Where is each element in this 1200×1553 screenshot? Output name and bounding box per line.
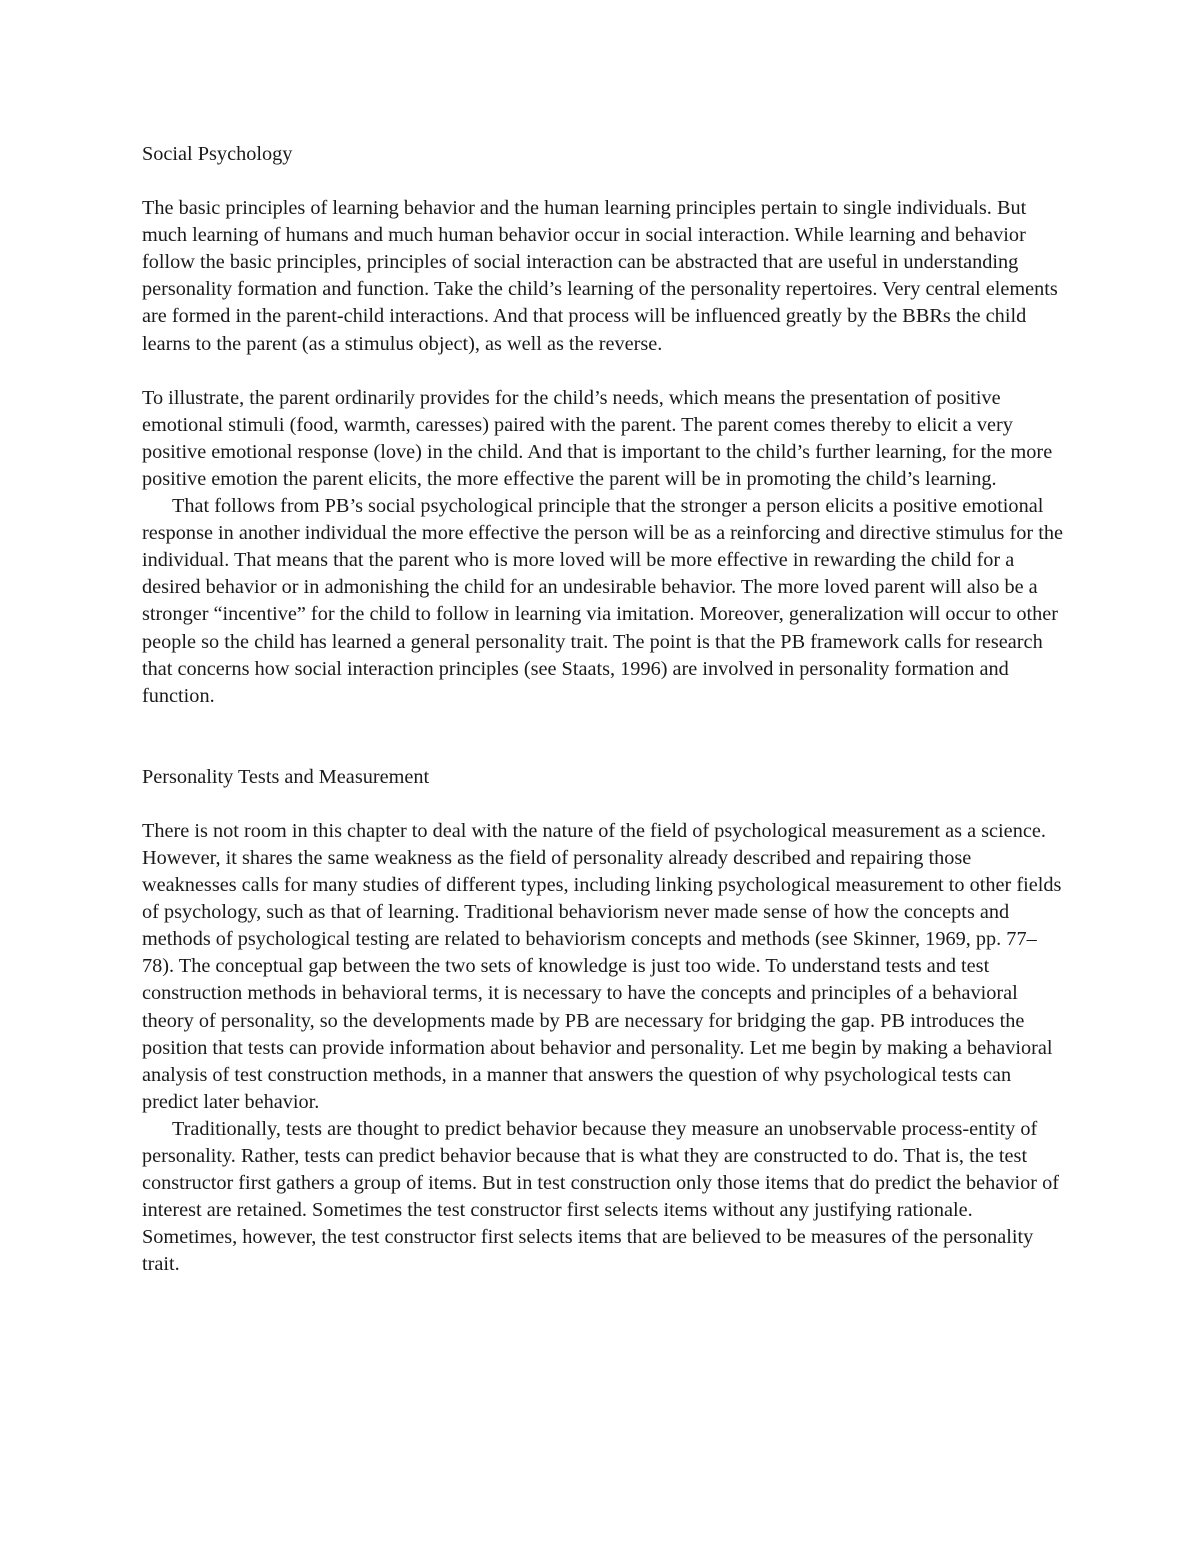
paragraph-social-3: That follows from PB’s social psychological principle that the stronger a person elicits a positive emotional response in another individual the more effective the person will be as a reinforcing and directive stimulus for the individual. That means that the parent who is more loved will be more effective in rewarding the child for a desired behavior or in admonishing the child for an undesirable behavior. The more loved parent will also be a stronger “incentive” for the child to follow in learning via imitation. Moreover, generalization will occur to other people so the child has learned a general personality trait. The point is that the PB framework calls for research that concerns how social interaction principles (see Staats, 1996) are involved in personality formation and function. [142,495,1064,707]
paragraph-social-1: The basic principles of learning behavior and the human learning principles pertain to single individuals. But much learning of humans and much human behavior occur in social interaction. While learning and behavior follow the basic principles, principles of social interaction can be abstracted that are useful in understanding personality formation and function. Take the child’s learning of the personality repertoires. Very central elements are formed in the parent-child interactions. And that process will be influenced greatly by the BBRs the child learns to the parent (as a stimulus object), as well as the reverse. [142,197,1058,355]
spacer [142,710,1064,764]
spacer [142,168,1064,195]
section-heading-social-psychology: Social Psychology [142,143,293,165]
spacer [142,358,1064,385]
paragraph-tests-2: Traditionally, tests are thought to predict behavior because they measure an unobservable process-entity of personality. Rather, tests can predict behavior because that is what they are constructed to do. That is, the test constructor first gathers a group of items. But in test construction only those items that do predict the behavior of interest are retained. Sometimes the test constructor first selects items without any justifying rationale. Sometimes, however, the test constructor first selects items that are believed to be measures of the personality trait. [142,1117,1059,1276]
spacer [142,791,1064,818]
document-page [142,141,1064,1278]
paragraph-social-2: To illustrate, the parent ordinarily provides for the child’s needs, which means the presentation of positive emotional stimuli (food, warmth, caresses) paired with the parent. The parent comes thereby to elicit a very positive emotional response (love) in the child. And that is important to the child’s further learning, for the more positive emotion the parent elicits, the more effective the parent will be in promoting the child’s learning. [142,386,1053,490]
paragraph-tests-1: There is not room in this chapter to deal with the nature of the field of psychological measurement as a science. However, it shares the same weakness as the field of personality already described and repairing those weaknesses calls for many studies of different types, including linking psychological measurement to other fields of psychology, such as that of learning. Traditional behaviorism never made sense of how the concepts and methods of psychological testing are related to behaviorism concepts and methods (see Skinner, 1969, pp. 77–78). The conceptual gap between the two sets of knowledge is just too wide. To understand tests and test construction methods in behavioral terms, it is necessary to have the concepts and principles of a behavioral theory of personality, so the developments made by PB are necessary for bridging the gap. PB introduces the position that tests can provide information about behavior and personality. Let me begin by making a behavioral analysis of test construction methods, in a manner that answers the question of why psychological tests can predict later behavior. [142,819,1062,1113]
section-heading-personality-tests: Personality Tests and Measurement [142,765,430,788]
